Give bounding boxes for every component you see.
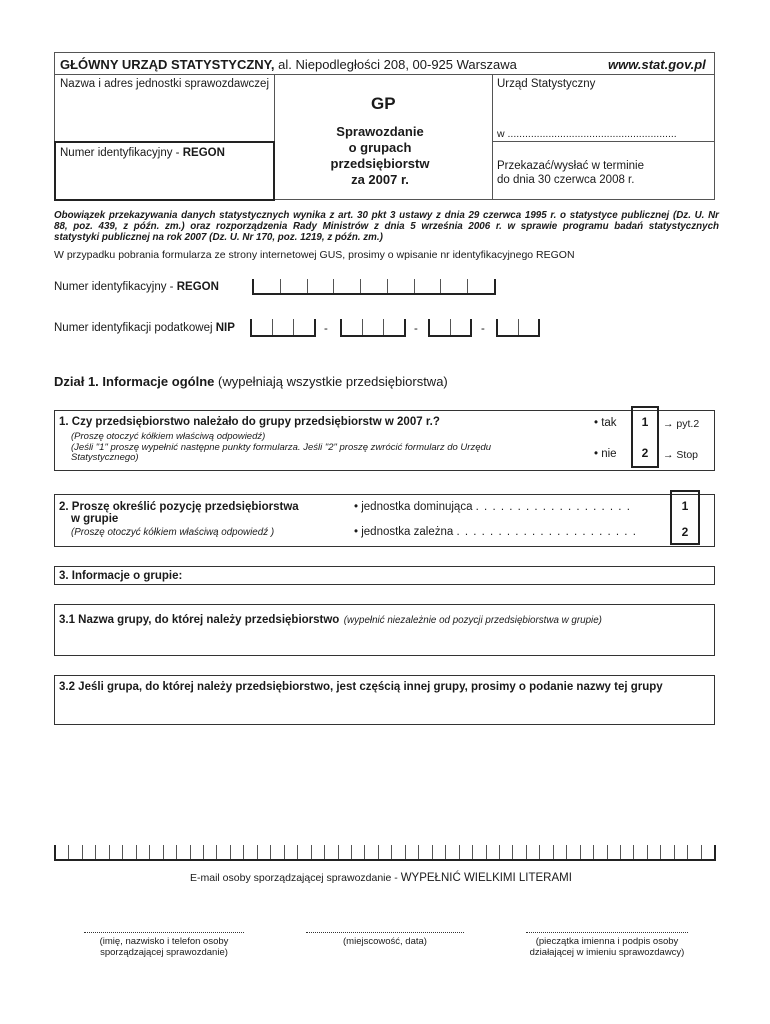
form-title-line: Sprawozdanie [336, 124, 424, 139]
q1-option-no-code[interactable]: 2 [641, 446, 649, 460]
q2-option-subsidiary-label: • jednostka zależna . . . . . . . . . . . . . . . . . . . . . . [354, 526, 637, 538]
q3-title: 3. Informacje o grupie: [59, 570, 183, 582]
office-w-field[interactable]: w .......................................................... [497, 128, 677, 140]
download-note: W przypadku pobrania formularza ze strony internetowej GUS, prosimy o wpisanie nr identyfikacyjnego REGON [54, 249, 575, 261]
signature-line-place-date[interactable] [306, 932, 464, 933]
nip-input-group-1[interactable] [250, 319, 316, 337]
q1-option-yes-next: → pyt.2 [663, 418, 700, 430]
q1-notes: (Proszę otoczyć kółkiem właściwą odpowiedź) (Jeśli "1" proszę wypełnić następne punkty formularza. Jeśli "2" proszę zwrócić formularz do Urzędu Statystycznego) [71, 431, 492, 463]
q1-title: 1. Czy przedsiębiorstwo należało do grupy przedsiębiorstw w 2007 r.? [59, 416, 440, 428]
email-input[interactable] [54, 845, 716, 861]
regon-header-label: Numer identyfikacyjny - REGON [60, 147, 225, 159]
signature-line-preparer[interactable] [84, 932, 244, 933]
header-right-rule [492, 141, 715, 142]
header-institution-line [60, 57, 517, 72]
nip-input-group-4[interactable] [496, 319, 540, 337]
form-title-line: za 2007 r. [351, 172, 409, 187]
signature-line-representative[interactable] [526, 932, 688, 933]
regon-input[interactable] [252, 279, 496, 295]
signature-caption-place-date: (miejscowość, data) [343, 936, 427, 947]
q2-option-dominant-code[interactable]: 1 [681, 499, 689, 513]
q2-note: (Proszę otoczyć kółkiem właściwą odpowiedź ) [71, 527, 275, 538]
q2-title-line2: w grupie [71, 513, 119, 525]
nip-dash: - [414, 323, 418, 335]
nip-dash: - [324, 323, 328, 335]
unit-name-label: Nazwa i adres jednostki sprawozdawczej [60, 78, 270, 90]
email-label: E-mail osoby sporządzającej sprawozdanie - WYPEŁNIĆ WIELKIMI LITERAMI [190, 872, 572, 884]
q1-option-no-label: • nie [594, 448, 617, 460]
website: www.stat.gov.pl [608, 57, 706, 72]
nip-dash: - [481, 323, 485, 335]
regon-label: Numer identyfikacyjny - REGON [54, 281, 219, 293]
form-title-line: o grupach [348, 140, 412, 155]
q1-option-yes-label: • tak [594, 417, 617, 429]
form-title [320, 124, 440, 188]
nip-input-group-2[interactable] [340, 319, 406, 337]
institution-address: al. Niepodległości 208, 00-925 Warszawa [278, 57, 517, 72]
q2-title-line1: 2. Proszę określić pozycję przedsiębiorstwa [59, 501, 299, 513]
q1-option-yes-code[interactable]: 1 [641, 415, 649, 429]
legal-basis: Obowiązek przekazywania danych statystycznych wynika z art. 30 pkt 3 ustawy z dnia 29 czerwca 1995 r. o statystyce publicznej (Dz. U. Nr 88, poz. 439, z późn. zm.) oraz rozporządzenia Rady Ministrów z dnia 5 września 2006 r. w sprawie programu badań statystycznych statystyki publicznej na rok 2007 (Dz. U. Nr 170, poz. 1219, z późn. zm.) [54, 210, 719, 243]
form-title-line: przedsiębiorstw [330, 156, 430, 171]
deadline-line1: Przekazać/wysłać w terminie [497, 160, 644, 172]
form-code: GP [371, 94, 396, 113]
q1-option-no-next: → Stop [663, 449, 699, 461]
signature-caption-representative: (pieczątka imienna i podpis osoby działającej w imieniu sprawozdawcy) [529, 936, 685, 958]
nip-input-group-3[interactable] [428, 319, 472, 337]
signature-caption-preparer: (imię, nazwisko i telefon osoby sporządzającej sprawozdanie) [99, 936, 229, 958]
institution-name: GŁÓWNY URZĄD STATYSTYCZNY, [60, 57, 275, 72]
deadline-line2: do dnia 30 czerwca 2008 r. [497, 174, 635, 186]
q31-title: 3.1 Nazwa grupy, do której należy przedsiębiorstwo (wypełnić niezależnie od pozycji przedsiębiorstwa w grupie) [59, 614, 602, 626]
section1-title: Dział 1. Informacje ogólne (wypełniają wszystkie przedsiębiorstwa) [54, 374, 448, 389]
q2-option-subsidiary-code[interactable]: 2 [681, 525, 689, 539]
header-col-divider-right [492, 74, 493, 200]
q32-title: 3.2 Jeśli grupa, do której należy przedsiębiorstwo, jest częścią innej grupy, prosimy o podanie nazwy tej grupy [59, 681, 663, 693]
nip-label: Numer identyfikacji podatkowej NIP [54, 322, 235, 334]
office-label: Urząd Statystyczny [497, 78, 596, 90]
q2-option-dominant-label: • jednostka dominująca . . . . . . . . . . . . . . . . . . . [354, 501, 631, 513]
header-title-rule [54, 74, 715, 75]
